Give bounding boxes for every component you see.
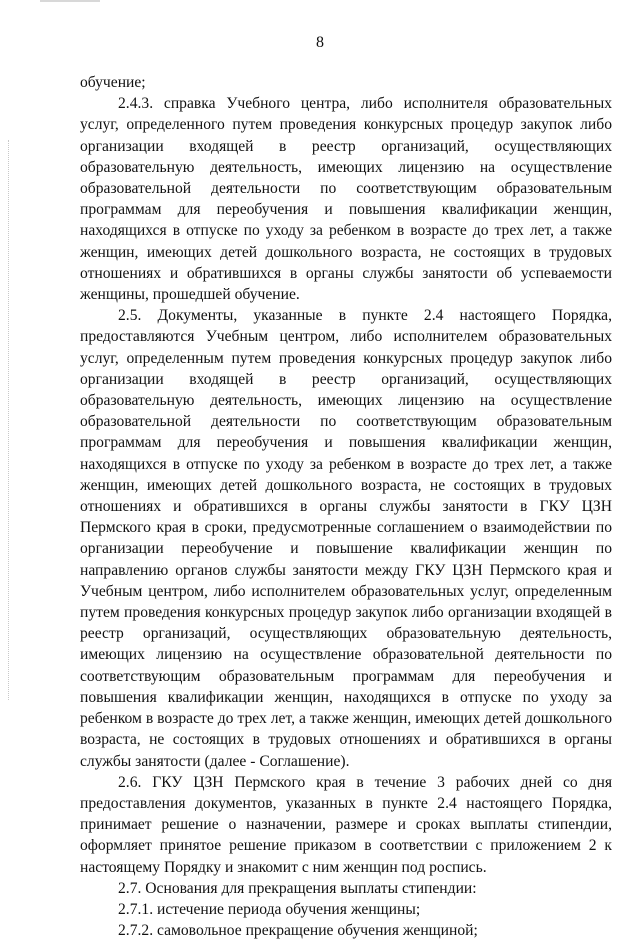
page-number: 8 (316, 34, 324, 51)
scan-margin-mark (8, 140, 10, 700)
paragraph-2-7-1: 2.7.1. истечение периода обучения женщины; (118, 900, 421, 918)
paragraph-2-5: 2.5. Документы, указанные в пункте 2.4 настоящего Порядка, предоставляются Учебным центром, либо исполнителем образовательных услуг, определенным путем проведения конкурсных процедур закупок либо организации входящей в реестр организаций, осуществляющих образовательную деятельность, имеющих лицензию на осуществление образовательной деятельности по соответствующим образовательным программам для переобучения и повышения квалификации женщин, находящихся в отпуске по уходу за ребенком в возрасте до трех лет, а также женщин, имеющих детей дошкольного возраста, не состоящих в трудовых отношениях и обратившихся в органы службы занятости в ГКУ ЦЗН Пермского края в сроки, предусмотренные соглашением о взаимодействии по организации переобучение и повышение квалификации женщин по направлению органов службы занятости между ГКУ ЦЗН Пермского края и Учебным центром, либо исполнителем образовательных услуг, определенным путем проведения конкурсных процедур закупок либо организации входящей в реестр организаций, осуществляющих образовательную деятельность, имеющих лицензию на осуществление образовательной деятельности по соответствующим образовательным программам для переобучения и повышения квалификации женщин, находящихся в отпуске по уходу за ребенком в возрасте до трех лет, а также женщин, имеющих детей дошкольного возраста, не состоящих в трудовых отношениях и обратившихся в органы службы занятости (далее - Соглашение). (80, 307, 612, 770)
document-body (80, 72, 612, 941)
paragraph-2-7: 2.7. Основания для прекращения выплаты стипендии: (118, 879, 477, 897)
top-scan-rule (40, 0, 100, 2)
paragraph-continuation: обучение; (80, 74, 146, 91)
paragraph-2-6: 2.6. ГКУ ЦЗН Пермского края в течение 3 рабочих дней со дня предоставления документов, указанных в пункте 2.4 настоящего Порядка, принимает решение о назначении, размере и сроках выплаты стипендии, оформляет принятое решение приказом в соответствии с приложением 2 к настоящему Порядку и знакомит с ним женщин под роспись. (80, 773, 612, 876)
paragraph-2-4-3: 2.4.3. справка Учебного центра, либо исполнителя образовательных услуг, определенного путем проведения конкурсных процедур закупок либо организации входящей в реестр организаций, осуществляющих образовательную деятельность, имеющих лицензию на осуществление образовательной деятельности по соответствующим образовательным программам для переобучения и повышения квалификации женщин, находящихся в отпуске по уходу за ребенком в возрасте до трех лет, а также женщин, имеющих детей дошкольного возраста, не состоящих в трудовых отношениях и обратившихся в органы службы занятости об успеваемости женщины, прошедшей обучение. (80, 95, 612, 304)
paragraph-2-7-2: 2.7.2. самовольное прекращение обучения женщиной; (118, 922, 478, 940)
